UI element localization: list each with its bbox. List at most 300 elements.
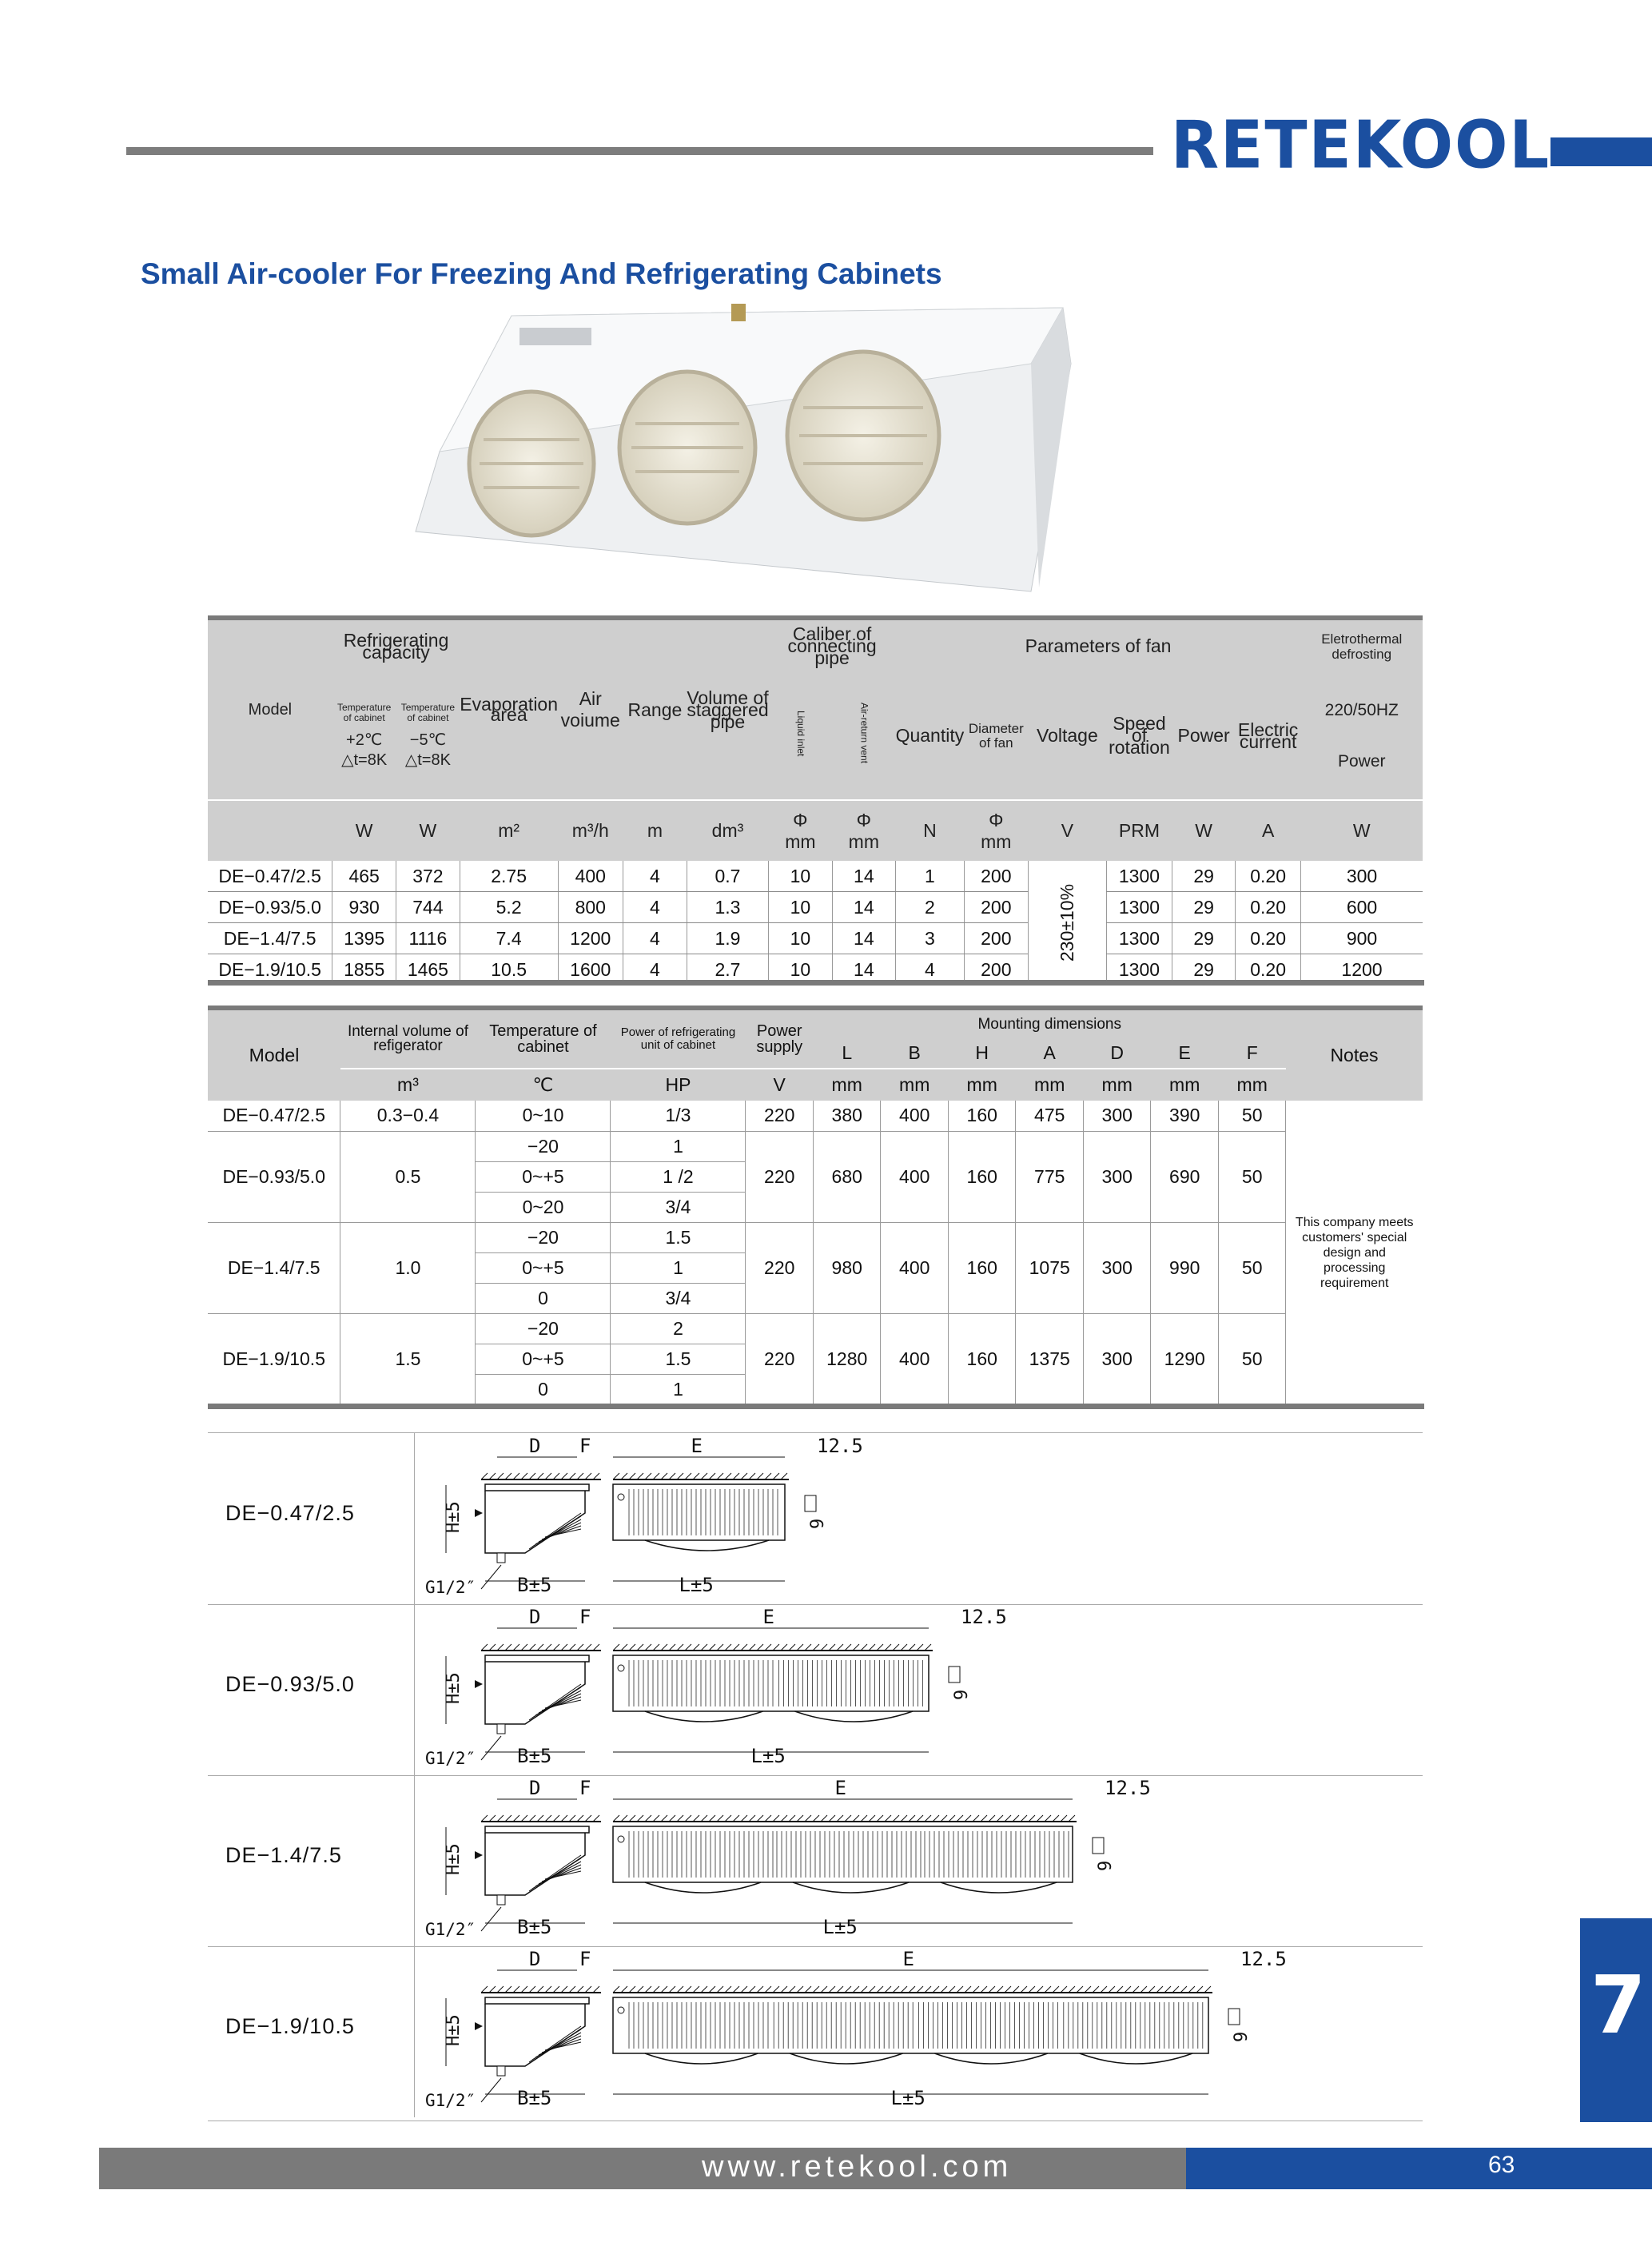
cell: 300 xyxy=(1083,1222,1151,1313)
unit-side-outline xyxy=(485,1662,585,1724)
unit-cell: PRM xyxy=(1118,820,1160,841)
hatch-mark xyxy=(733,1644,739,1651)
cell: 0~+5 xyxy=(476,1252,611,1283)
hatch-mark xyxy=(733,1815,739,1822)
cell: 1300 xyxy=(1106,861,1172,892)
hatch-mark xyxy=(1077,1986,1083,1993)
drawing-row xyxy=(208,1604,1423,1776)
col-model: Model xyxy=(249,1045,300,1065)
hatch-mark xyxy=(569,1815,575,1822)
hatch-mark xyxy=(585,1644,591,1651)
hatch-mark xyxy=(521,1815,527,1822)
hatch-mark xyxy=(757,1473,763,1479)
hatch-mark xyxy=(529,1473,535,1479)
hatch-mark xyxy=(1172,1986,1179,1993)
temp1-dt: △t=8K xyxy=(341,751,388,769)
col-E: E xyxy=(1178,1042,1191,1063)
cell: 1.5 xyxy=(340,1313,476,1404)
cell: 10.5 xyxy=(460,954,558,986)
hatch-mark xyxy=(1037,1986,1043,1993)
dim-label-E: E xyxy=(902,1948,914,1970)
hatch-mark xyxy=(637,1473,643,1479)
hatch-mark xyxy=(1204,1986,1211,1993)
unit-side-outline xyxy=(485,2004,585,2066)
hatch-mark xyxy=(805,1644,811,1651)
dim-label-L: L±5 xyxy=(890,2087,926,2109)
hatch-mark xyxy=(893,1815,899,1822)
dim-label-B: B±5 xyxy=(517,1916,552,1938)
hatch-mark xyxy=(513,1644,519,1651)
leader-line xyxy=(481,1736,501,1760)
coil-fin xyxy=(545,2042,581,2050)
cell: 160 xyxy=(948,1131,1016,1222)
hatch-mark xyxy=(805,1986,811,1993)
hatch-mark xyxy=(749,1644,755,1651)
hatch-mark xyxy=(813,1815,819,1822)
col-power: Power of refrigerating unit of cabinet xyxy=(620,1025,736,1052)
hatch-mark xyxy=(653,1986,659,1993)
hatch-mark xyxy=(949,1815,955,1822)
dim-label-D: D xyxy=(529,1777,541,1799)
dim-label-9: 9 xyxy=(1096,1860,1116,1871)
hatch-mark xyxy=(885,1644,891,1651)
hatch-mark xyxy=(537,1644,543,1651)
cell: −20 xyxy=(476,1222,611,1252)
col-D: D xyxy=(1110,1042,1125,1063)
dim-label-D: D xyxy=(529,1948,541,1970)
col-temp1 xyxy=(332,672,396,800)
hatch-mark xyxy=(677,1644,683,1651)
hatch-mark xyxy=(997,1815,1003,1822)
hatch-mark xyxy=(789,1986,795,1993)
cell: 0 xyxy=(476,1283,611,1313)
hatch-mark xyxy=(701,1473,707,1479)
arrow-icon xyxy=(475,1851,483,1859)
hatch-mark xyxy=(749,1815,755,1822)
hatch-mark xyxy=(901,1644,907,1651)
cell: 400 xyxy=(881,1101,949,1131)
fan-outline xyxy=(793,1882,909,1893)
unit-side-outline xyxy=(485,1491,585,1553)
product-photo xyxy=(408,300,1119,599)
section-number: 7 xyxy=(1590,1958,1646,2052)
cell: 2.7 xyxy=(687,954,768,986)
cell: 1.5 xyxy=(611,1222,746,1252)
cell: 0.20 xyxy=(1236,954,1301,986)
leader-line xyxy=(481,1565,501,1589)
cell: 1/3 xyxy=(611,1101,746,1131)
hatch-mark xyxy=(821,1986,827,1993)
hatch-mark xyxy=(909,1986,915,1993)
hatch-mark xyxy=(989,1986,995,1993)
hatch-mark xyxy=(885,1986,891,1993)
hatch-mark xyxy=(893,1986,899,1993)
hatch-mark xyxy=(741,1815,747,1822)
hatch-mark xyxy=(553,1473,559,1479)
hatch-mark xyxy=(653,1644,659,1651)
col-temp: Temperature of cabinet xyxy=(489,1022,597,1056)
col-supply: Power supply xyxy=(756,1022,803,1056)
temp2-dt: △t=8K xyxy=(404,751,451,769)
cell: 7.4 xyxy=(460,923,558,954)
brand-name: RETEKOOL xyxy=(1171,107,1551,184)
drawing-row xyxy=(208,1946,1423,2117)
cell: 1 xyxy=(611,1131,746,1161)
unit-cell: W xyxy=(1352,820,1371,841)
unit-cell: mm xyxy=(1169,1074,1200,1095)
hatch-mark xyxy=(1053,1986,1059,1993)
hatch-mark xyxy=(1021,1986,1027,1993)
cell: 930 xyxy=(332,892,396,923)
hatch-mark xyxy=(725,1815,731,1822)
cell: 160 xyxy=(948,1313,1016,1404)
hatch-mark xyxy=(901,1815,907,1822)
hatch-mark xyxy=(545,1473,551,1479)
col-evap: Evaporation area xyxy=(460,694,559,725)
hatch-mark xyxy=(861,1986,867,1993)
hatch-mark xyxy=(797,1644,803,1651)
cell: 3/4 xyxy=(611,1283,746,1313)
hatch-mark xyxy=(845,1815,851,1822)
hatch-mark xyxy=(1093,1986,1099,1993)
cell: 29 xyxy=(1172,861,1236,892)
col-A: A xyxy=(1043,1042,1056,1063)
hatch-mark xyxy=(981,1815,987,1822)
cell: 465 xyxy=(332,861,396,892)
unit-cell: Φ mm xyxy=(981,809,1012,852)
logo-accent-bar xyxy=(1550,137,1652,166)
fan-outline xyxy=(645,1540,769,1551)
hatch-mark xyxy=(813,1644,819,1651)
hatch-mark xyxy=(829,1815,835,1822)
dim-label-9: 9 xyxy=(952,1689,972,1700)
hatch-mark xyxy=(1045,1815,1051,1822)
hatch-mark xyxy=(529,1986,535,1993)
mount-bracket xyxy=(485,1826,589,1833)
drawing-row xyxy=(208,1775,1423,1947)
hatch-mark xyxy=(489,1986,496,1993)
temp2-value: −5℃ xyxy=(409,731,447,749)
dim-label-L: L±5 xyxy=(679,1574,714,1596)
cell: −20 xyxy=(476,1131,611,1161)
hatch-mark xyxy=(553,1815,559,1822)
hatch-mark xyxy=(1117,1986,1123,1993)
defrost-hz: 220/50HZ xyxy=(1324,700,1399,719)
cell: 1375 xyxy=(1016,1313,1084,1404)
coil-fin xyxy=(542,1697,581,1710)
cell: 50 xyxy=(1218,1222,1286,1313)
hatch-mark xyxy=(957,1815,963,1822)
unit-cell: Φ mm xyxy=(848,809,879,852)
hatch-mark xyxy=(685,1815,691,1822)
cell: 3/4 xyxy=(611,1192,746,1222)
cell: 0~+5 xyxy=(476,1161,611,1192)
hatch-mark xyxy=(757,1986,763,1993)
hatch-mark xyxy=(925,1644,931,1651)
hatch-mark xyxy=(1021,1815,1027,1822)
hatch-mark xyxy=(709,1473,715,1479)
unit-cell: m³/h xyxy=(571,820,609,841)
cell: 1.5 xyxy=(611,1344,746,1374)
hatch-mark xyxy=(893,1644,899,1651)
hatch-mark xyxy=(505,1644,512,1651)
unit-cell: m² xyxy=(498,820,520,841)
hatch-mark xyxy=(781,1815,787,1822)
hatch-mark xyxy=(773,1473,779,1479)
hatch-mark xyxy=(861,1644,867,1651)
hatch-mark xyxy=(529,1815,535,1822)
hatch-mark xyxy=(661,1986,667,1993)
unit-side-outline xyxy=(485,1833,585,1895)
hatch-mark xyxy=(877,1986,883,1993)
table-row xyxy=(208,892,1423,923)
cell: 4 xyxy=(623,861,687,892)
hatch-mark xyxy=(693,1815,699,1822)
cell: 990 xyxy=(1151,1222,1219,1313)
page-title: Small Air-cooler For Freezing And Refrigerating Cabinets xyxy=(141,257,942,290)
mount-bracket xyxy=(485,1655,589,1662)
hatch-mark xyxy=(613,1473,619,1479)
cell: 680 xyxy=(813,1131,881,1222)
hatch-mark xyxy=(725,1473,731,1479)
col-airret xyxy=(832,672,895,800)
hatch-mark xyxy=(701,1815,707,1822)
cell: 600 xyxy=(1301,892,1423,923)
hatch-mark xyxy=(561,1473,567,1479)
cell: 300 xyxy=(1083,1131,1151,1222)
arrow-icon xyxy=(475,1680,483,1688)
cell: 4 xyxy=(623,892,687,923)
dim-label-H: H±5 xyxy=(444,2014,464,2046)
hatch-mark xyxy=(765,1473,771,1479)
col-fan: Parameters of fan xyxy=(1025,635,1172,656)
col-liquid xyxy=(769,672,832,800)
cell: 14 xyxy=(832,861,895,892)
cell: 29 xyxy=(1172,954,1236,986)
cell: 200 xyxy=(964,892,1028,923)
hatch-mark xyxy=(709,1986,715,1993)
cell: 160 xyxy=(948,1101,1016,1131)
cell: 1 xyxy=(611,1374,746,1404)
hatch-mark xyxy=(789,1644,795,1651)
cell: 14 xyxy=(832,892,895,923)
hatch-mark xyxy=(1037,1815,1043,1822)
hatch-mark xyxy=(909,1815,915,1822)
cell: 220 xyxy=(746,1222,814,1313)
hatch-mark xyxy=(537,1815,543,1822)
hatch-mark xyxy=(613,1644,619,1651)
hatch-mark xyxy=(685,1473,691,1479)
col-mount: Mounting dimensions xyxy=(977,1015,1121,1033)
hatch-mark xyxy=(685,1986,691,1993)
hatch-mark xyxy=(585,1986,591,1993)
hatch-mark xyxy=(717,1815,723,1822)
cell: 50 xyxy=(1218,1101,1286,1131)
hatch-mark xyxy=(701,1644,707,1651)
table-row xyxy=(208,1222,1423,1252)
dimension-drawing xyxy=(417,1946,1420,2117)
hatch-mark xyxy=(629,1815,635,1822)
hatch-mark xyxy=(593,1473,599,1479)
header-rule xyxy=(126,147,1153,155)
cell: 0~+5 xyxy=(476,1344,611,1374)
col-speed: Speed of rotation xyxy=(1109,713,1170,758)
hatch-mark xyxy=(861,1815,867,1822)
hatch-mark xyxy=(1069,1986,1075,1993)
cell: 1300 xyxy=(1106,892,1172,923)
dim-label-L: L±5 xyxy=(822,1916,858,1938)
hatch-mark xyxy=(513,1986,519,1993)
pipe-inlet xyxy=(497,1895,505,1905)
unit-cell: HP xyxy=(665,1074,691,1095)
hatch-mark xyxy=(869,1644,875,1651)
cell: 4 xyxy=(623,954,687,986)
dim-label-G: G1/2″ xyxy=(425,1749,476,1768)
mount-bracket xyxy=(485,1997,589,2004)
mount-bracket xyxy=(485,1484,589,1491)
fan-outline xyxy=(645,2053,758,2064)
hatch-mark xyxy=(933,1986,939,1993)
hatch-mark xyxy=(773,1986,779,1993)
col-temp2 xyxy=(396,672,460,800)
hatch-mark xyxy=(925,1815,931,1822)
hatch-mark xyxy=(669,1473,675,1479)
col-L: L xyxy=(842,1042,853,1063)
leader-line xyxy=(481,2078,501,2102)
hatch-mark xyxy=(1013,1986,1019,1993)
cell: 1300 xyxy=(1106,954,1172,986)
hatch-mark xyxy=(1005,1986,1011,1993)
hatch-mark xyxy=(489,1815,496,1822)
hatch-mark xyxy=(813,1986,819,1993)
hatch-mark xyxy=(629,1473,635,1479)
coil-fin xyxy=(542,1868,581,1882)
cell: 400 xyxy=(881,1131,949,1222)
hatch-mark xyxy=(669,1815,675,1822)
cell: 0~20 xyxy=(476,1192,611,1222)
dim-label-L: L±5 xyxy=(750,1745,786,1767)
hatch-mark xyxy=(925,1986,931,1993)
hatch-mark xyxy=(853,1986,859,1993)
hatch-mark xyxy=(481,1473,488,1479)
hatch-mark xyxy=(569,1986,575,1993)
footer-url[interactable]: www.retekool.com xyxy=(702,2150,1013,2184)
hatch-mark xyxy=(645,1473,651,1479)
hatch-mark xyxy=(965,1815,971,1822)
hatch-mark xyxy=(749,1986,755,1993)
hatch-mark xyxy=(593,1644,599,1651)
dim-label-G: G1/2″ xyxy=(425,2091,476,2110)
cell: 1.0 xyxy=(340,1222,476,1313)
coil-fin xyxy=(539,1523,581,1542)
dim-label-B: B±5 xyxy=(517,1745,552,1767)
coil-fin xyxy=(545,1700,581,1708)
cell: 300 xyxy=(1083,1101,1151,1131)
dim-label-B: B±5 xyxy=(517,2087,552,2109)
hatch-mark xyxy=(973,1986,979,1993)
dimension-drawing xyxy=(417,1604,1420,1775)
unit-cell: mm xyxy=(1236,1074,1268,1095)
hatch-mark xyxy=(545,1644,551,1651)
cell: 14 xyxy=(832,923,895,954)
cell: 200 xyxy=(964,923,1028,954)
hatch-mark xyxy=(537,1473,543,1479)
hatch-mark xyxy=(621,1644,627,1651)
hatch-mark xyxy=(505,1815,512,1822)
hatch-mark xyxy=(973,1815,979,1822)
dim-label-9: 9 xyxy=(808,1518,828,1529)
hatch-mark xyxy=(733,1986,739,1993)
specs-table xyxy=(208,615,1423,986)
cell: 0.20 xyxy=(1236,923,1301,954)
table-divider xyxy=(208,980,1424,986)
coil-fin xyxy=(539,1865,581,1884)
hatch-mark xyxy=(773,1644,779,1651)
hatch-mark xyxy=(941,1986,947,1993)
cell-model: DE−1.9/10.5 xyxy=(208,954,332,986)
cell: 29 xyxy=(1172,892,1236,923)
hatch-mark xyxy=(497,1986,504,1993)
hatch-mark xyxy=(569,1473,575,1479)
drawing-model-label: DE−0.47/2.5 xyxy=(225,1501,355,1525)
cell: 2 xyxy=(896,892,965,923)
coil-fin xyxy=(539,1694,581,1713)
cell: 1855 xyxy=(332,954,396,986)
unit-front xyxy=(613,1997,1208,2053)
hatch-mark xyxy=(765,1986,771,1993)
arrow-icon xyxy=(475,2022,483,2030)
cell: 4 xyxy=(896,954,965,986)
pipe-inlet xyxy=(497,2066,505,2076)
unit-cell: mm xyxy=(966,1074,997,1095)
cell: 1075 xyxy=(1016,1222,1084,1313)
fan-outline xyxy=(790,2053,902,2064)
hatch-mark xyxy=(845,1644,851,1651)
hatch-mark xyxy=(677,1986,683,1993)
table-row xyxy=(208,1101,1423,1131)
dim-label-F: F xyxy=(579,1435,591,1457)
cell: 10 xyxy=(769,923,832,954)
col-internal: Internal volume of refigerator xyxy=(347,1023,468,1054)
col-air: Air voiume xyxy=(560,688,620,731)
cell: 400 xyxy=(881,1313,949,1404)
hatch-mark xyxy=(505,1473,512,1479)
hatch-mark xyxy=(545,1815,551,1822)
cell: 10 xyxy=(769,861,832,892)
hatch-mark xyxy=(621,1815,627,1822)
footer-accent xyxy=(1186,2148,1652,2189)
unit-cell: Φ mm xyxy=(785,809,816,852)
hatch-mark xyxy=(629,1644,635,1651)
cell: 380 xyxy=(813,1101,881,1131)
unit-front xyxy=(613,1655,929,1711)
cell-notes xyxy=(1286,1101,1423,1404)
cell: 744 xyxy=(396,892,460,923)
cell: 200 xyxy=(964,861,1028,892)
cell: 160 xyxy=(948,1222,1016,1313)
cell: 390 xyxy=(1151,1101,1219,1131)
dim-label-F: F xyxy=(579,1606,591,1628)
col-diam: Diameter of fan xyxy=(968,720,1024,751)
hatch-mark xyxy=(693,1473,699,1479)
hatch-mark xyxy=(1196,1986,1203,1993)
unit-cell: A xyxy=(1261,820,1275,841)
unit-cell: W xyxy=(1195,820,1212,841)
hatch-mark xyxy=(621,1986,627,1993)
hatch-mark xyxy=(765,1815,771,1822)
cell: 300 xyxy=(1083,1313,1151,1404)
hatch-mark xyxy=(593,1986,599,1993)
